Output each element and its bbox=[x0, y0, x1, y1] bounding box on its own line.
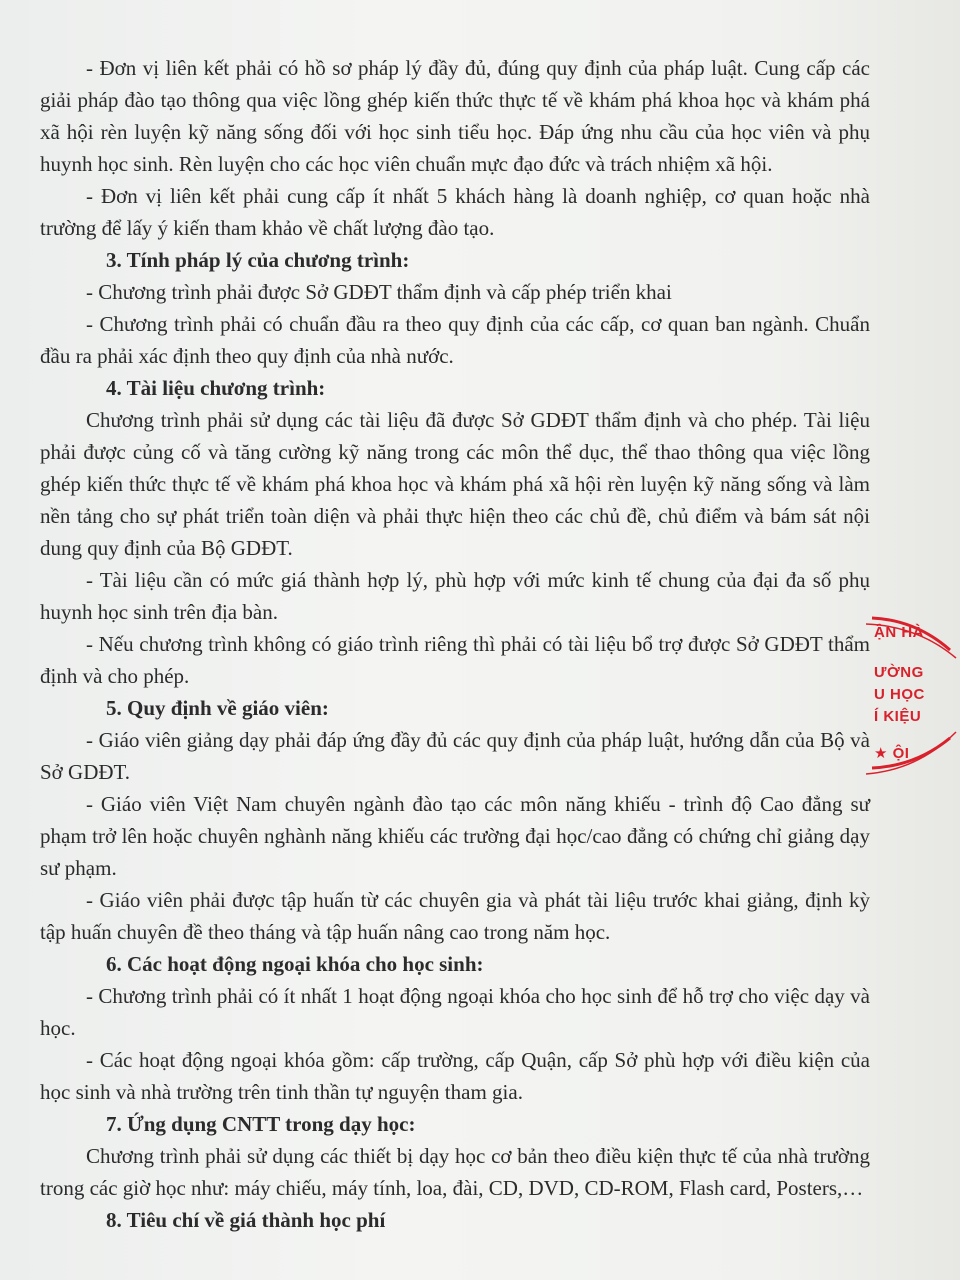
section-heading: 8. Tiêu chí về giá thành học phí bbox=[106, 1208, 386, 1232]
paragraph: - Chương trình phải có ít nhất 1 hoạt động ngoại khóa cho học sinh để hỗ trợ cho việc dạy và học. bbox=[40, 984, 870, 1040]
paragraph: Chương trình phải sử dụng các thiết bị dạy học cơ bản theo điều kiện thực tế của nhà trường trong các giờ học như: máy chiếu, máy tính, loa, đài, CD, DVD, CD-ROM, Flash card, Posters,… bbox=[40, 1144, 870, 1200]
section-heading: 7. Ứng dụng CNTT trong dạy học: bbox=[106, 1112, 416, 1136]
section-heading: 3. Tính pháp lý của chương trình: bbox=[106, 248, 410, 272]
paragraph: - Chương trình phải có chuẩn đầu ra theo quy định của các cấp, cơ quan ban ngành. Chuẩn đầu ra phải xác định theo quy định của nhà nước. bbox=[40, 312, 870, 368]
paragraph: Chương trình phải sử dụng các tài liệu đã được Sở GDĐT thẩm định và cho phép. Tài liệu phải được củng cố và tăng cường kỹ năng trong các môn thể dục, thể thao thông qua việc lồng ghép kiến thức thực tế về khám phá khoa học và khám phá xã hội rèn luyện kỹ năng sống và làm nền tảng cho sự phát triển toàn diện và phải thực hiện theo các chủ đề, chủ điểm và bám sát nội dung quy định của Bộ GDĐT. bbox=[40, 408, 870, 560]
section-heading: 4. Tài liệu chương trình: bbox=[106, 376, 326, 400]
seal-text: ẬN HÀ bbox=[874, 624, 924, 641]
paragraph: - Nếu chương trình không có giáo trình riêng thì phải có tài liệu bổ trợ được Sở GDĐT thẩm định và cho phép. bbox=[40, 632, 870, 688]
seal-text: ★ ỘI bbox=[874, 745, 910, 762]
paragraph: - Đơn vị liên kết phải cung cấp ít nhất 5 khách hàng là doanh nghiệp, cơ quan hoặc nhà trường để lấy ý kiến tham khảo về chất lượng đào tạo. bbox=[40, 184, 870, 240]
paragraph: - Giáo viên giảng dạy phải đáp ứng đầy đủ các quy định của pháp luật, hướng dẫn của Bộ và Sở GDĐT. bbox=[40, 728, 870, 784]
section-heading: 5. Quy định về giáo viên: bbox=[106, 696, 329, 720]
paragraph: - Đơn vị liên kết phải có hồ sơ pháp lý đầy đủ, đúng quy định của pháp luật. Cung cấp các giải pháp đào tạo thông qua việc lồng ghép kiến thức thực tế về khám phá khoa học và khám phá xã hội rèn luyện kỹ năng sống đối với học sinh tiểu học. Đáp ứng nhu cầu của học viên và phụ huynh học sinh. Rèn luyện cho các học viên chuẩn mực đạo đức và trách nhiệm xã hội. bbox=[40, 56, 870, 176]
seal-text: ƯỜNG bbox=[874, 664, 924, 681]
red-seal-stamp bbox=[858, 610, 960, 780]
paragraph: - Giáo viên Việt Nam chuyên ngành đào tạo các môn năng khiếu - trình độ Cao đẳng sư phạm trở lên hoặc chuyên nghành năng khiếu các trường đại học/cao đẳng có chứng chỉ giảng dạy sư phạm. bbox=[40, 792, 870, 880]
paragraph: - Giáo viên phải được tập huấn từ các chuyên gia và phát tài liệu trước khai giảng, định kỳ tập huấn chuyên đề theo tháng và tập huấn nâng cao trong năm học. bbox=[40, 888, 870, 944]
seal-text: U HỌC bbox=[874, 686, 925, 703]
paragraph: - Các hoạt động ngoại khóa gồm: cấp trường, cấp Quận, cấp Sở phù hợp với điều kiện của học sinh và nhà trường trên tinh thần tự nguyện tham gia. bbox=[40, 1048, 870, 1104]
paragraph: - Chương trình phải được Sở GDĐT thẩm định và cấp phép triển khai bbox=[86, 280, 672, 304]
section-heading: 6. Các hoạt động ngoại khóa cho học sinh: bbox=[106, 952, 484, 976]
document-body bbox=[40, 52, 870, 1236]
seal-text: Í KIỆU bbox=[874, 708, 922, 725]
paragraph: - Tài liệu cần có mức giá thành hợp lý, phù hợp với mức kinh tế chung của đại đa số phụ huynh học sinh trên địa bàn. bbox=[40, 568, 870, 624]
